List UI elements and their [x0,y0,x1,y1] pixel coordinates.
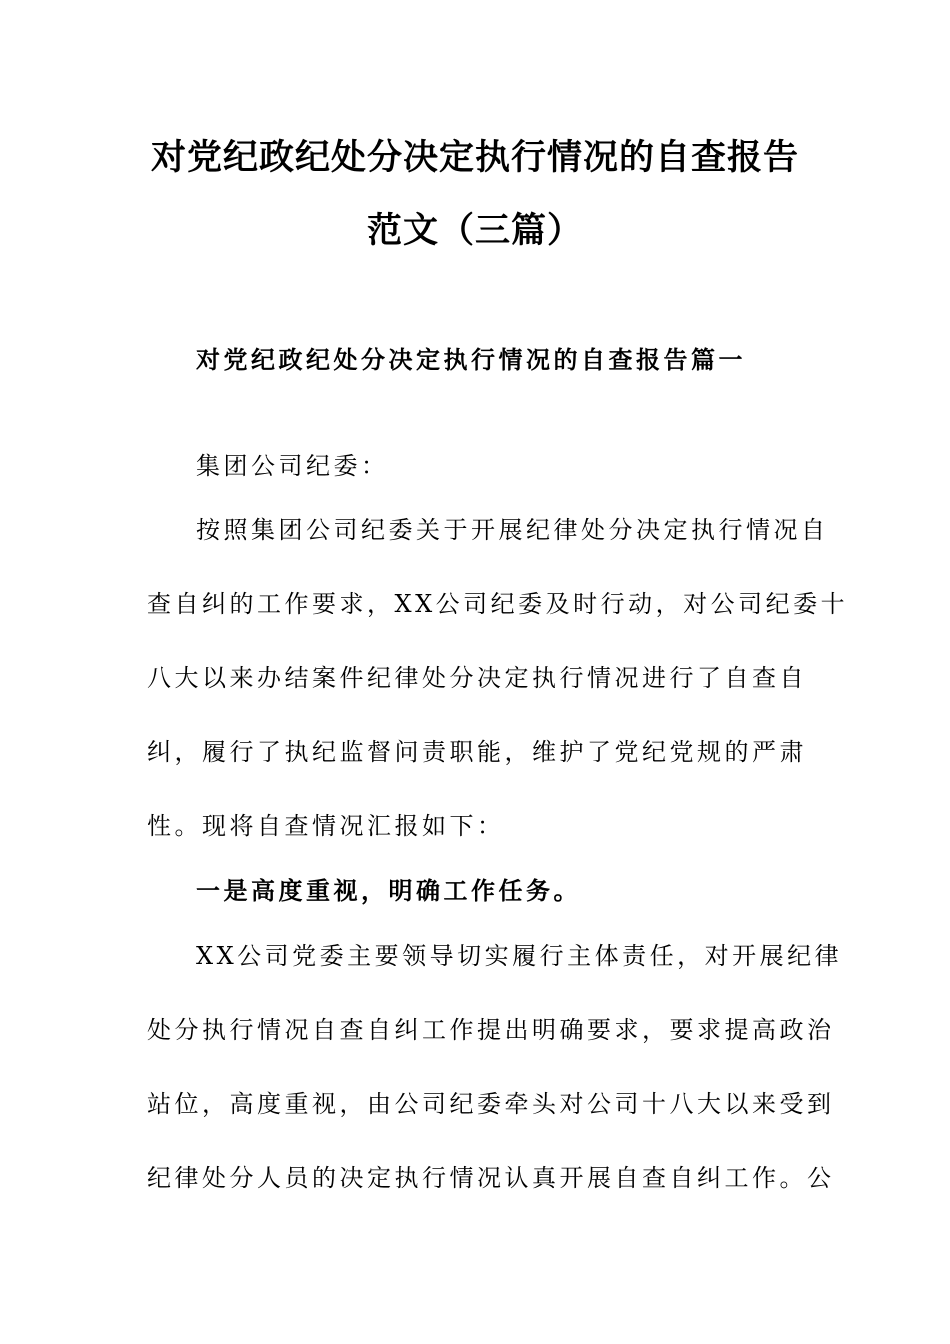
section-heading: 对党纪政纪处分决定执行情况的自查报告篇一 [196,345,746,374]
paragraph-2-line-4: 纪律处分人员的决定执行情况认真开展自查自纠工作。公 [147,1164,835,1192]
paragraph-1-line-5: 性。现将自查情况汇报如下： [147,812,505,840]
document-title-line-2: 范文（三篇） [366,211,583,251]
paragraph-1-line-4: 纠，履行了执纪监督问责职能，维护了党纪党规的严肃 [147,738,807,766]
document-title-line-1: 对党纪政纪处分决定执行情况的自查报告 [150,138,799,178]
paragraph-1-line-2: 查自纠的工作要求，XX公司纪委及时行动，对公司纪委十 [147,590,849,618]
paragraph-1-line-1: 按照集团公司纪委关于开展纪律处分决定执行情况自 [196,516,829,544]
paragraph-1-line-3: 八大以来办结案件纪律处分决定执行情况进行了自查自 [147,664,807,692]
salutation: 集团公司纪委： [196,452,389,480]
point-1-heading: 一是高度重视，明确工作任务。 [196,876,581,905]
paragraph-2-line-1: XX公司党委主要领导切实履行主体责任，对开展纪律 [196,942,843,970]
paragraph-2-line-2: 处分执行情况自查自纠工作提出明确要求，要求提高政治 [147,1016,835,1044]
paragraph-2-line-3: 站位，高度重视，由公司纪委牵头对公司十八大以来受到 [147,1090,835,1118]
